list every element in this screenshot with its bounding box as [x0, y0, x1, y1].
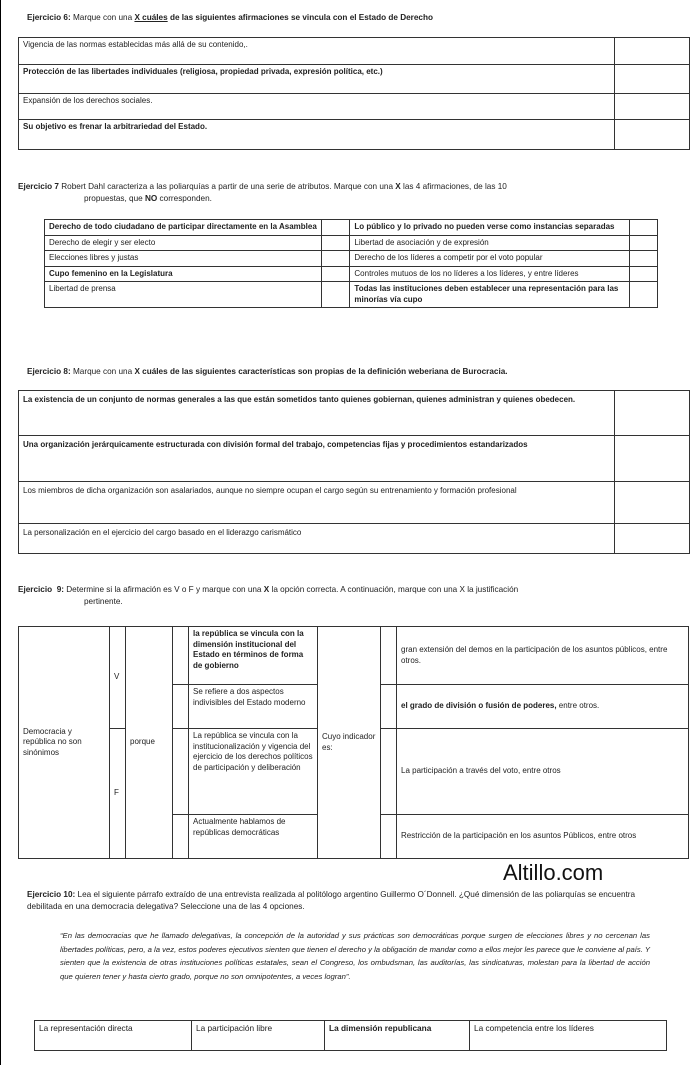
ej8-row: Los miembros de dicha organización son asalariados, aunque no siempre ocupan el cargo según su entrenamiento y formación profesional [19, 482, 615, 524]
ej6-checkbox[interactable] [615, 65, 690, 94]
ej9-justif-checkbox[interactable] [381, 685, 397, 729]
ej8-heading: Ejercicio 8: Marque con una X cuáles de las siguientes características son propias de la definición weberiana de Burocracia. [27, 367, 508, 376]
ej8-checkbox[interactable] [615, 482, 690, 524]
ej8-row: Una organización jerárquicamente estructurada con división formal del trabajo, competencias fijas y procedimientos estandarizados [19, 436, 615, 482]
ej7-right-item: Derecho de los líderes a competir por el voto popular [350, 251, 629, 267]
ej7-left-item: Derecho de todo ciudadano de participar directamente en la Asamblea [45, 220, 322, 236]
ej7-right-item: Todas las instituciones deben establecer una representación para las minorías vía cupo [350, 282, 629, 308]
ej9-option: Actualmente hablamos de repúblicas democráticas [189, 815, 318, 859]
ej7-heading: Ejercicio 7 Robert Dahl caracteriza a las poliarquías a partir de una serie de atributos. Marque con una X las 4 afirmaciones, de las 10 propuestas, que NO corresponden. [18, 182, 507, 203]
ej7-checkbox[interactable] [629, 235, 657, 251]
ej6-row: Protección de las libertades individuales (religiosa, propiedad privada, expresión política, etc.) [19, 65, 615, 94]
ej9-heading: Ejercicio 9: Determine si la afirmación es V o F y marque con una X la opción correcta. A continuación, marque con una X la justificación pertinente. [18, 585, 519, 606]
ej8-row: La personalización en el ejercicio del cargo basado en el liderazgo carismático [19, 524, 615, 554]
ej7-checkbox[interactable] [322, 282, 350, 308]
ej7-checkbox[interactable] [322, 251, 350, 267]
ej9-statement: Democracia y república no son sinónimos [19, 627, 110, 859]
ej6-table [18, 37, 690, 150]
ej7-right-item: Lo público y lo privado no pueden verse como instancias separadas [350, 220, 629, 236]
ej9-f-label[interactable]: F [110, 729, 126, 859]
ej9-option-checkbox[interactable] [173, 815, 189, 859]
ej10-option[interactable]: La competencia entre los líderes [470, 1021, 667, 1051]
ej9-option: la república se vincula con la dimensión institucional del Estado en términos de forma de gobierno [189, 627, 318, 685]
ej9-justif: el grado de división o fusión de poderes, entre otros. [397, 685, 689, 729]
ej9-option-checkbox[interactable] [173, 685, 189, 729]
ej9-justif: gran extensión del demos en la participación de los asuntos públicos, entre otros. [397, 627, 689, 685]
ej8-checkbox[interactable] [615, 524, 690, 554]
ej7-checkbox[interactable] [629, 220, 657, 236]
ej10-quote: “En las democracias que he llamado delegativas, la concepción de la autoridad y sus prácticas son democráticas porque surgen de elecciones libres y no cercenan las libertades políticas, pero, a la vez, estos poderes ejecutivos sienten que tienen el derecho y la obligación de mandar como a ellos mejor les parece que le conviene al país. Y sienten que la existencia de otras instituciones políticas estatales, sean el Congreso, los ombudsman, las auditorías, las sindicaturas, molestan para la libertad de acción que quieren tener y hasta cierto grado, porque no son omnipotentes, a veces logran”. [60, 931, 651, 981]
ej7-checkbox[interactable] [629, 251, 657, 267]
ej7-checkbox[interactable] [629, 266, 657, 282]
ej7-left-item: Cupo femenino en la Legislatura [45, 266, 322, 282]
ej9-v-label[interactable]: V [110, 627, 126, 729]
ej7-checkbox[interactable] [322, 235, 350, 251]
ej7-left-item: Elecciones libres y justas [45, 251, 322, 267]
ej7-checkbox[interactable] [322, 220, 350, 236]
ej9-justif-checkbox[interactable] [381, 815, 397, 859]
ej10-option[interactable]: La dimensión republicana [325, 1021, 470, 1051]
ej9-justif-checkbox[interactable] [381, 627, 397, 685]
ej8-checkbox[interactable] [615, 391, 690, 436]
ej6-checkbox[interactable] [615, 120, 690, 150]
ej9-justif: Restricción de la participación en los asuntos Públicos, entre otros [397, 815, 689, 859]
ej9-option-checkbox[interactable] [173, 627, 189, 685]
ej8-row: La existencia de un conjunto de normas generales a las que están sometidos tanto quienes gobiernan, quienes administran y quienes obedecen. [19, 391, 615, 436]
ej6-checkbox[interactable] [615, 38, 690, 65]
ej8-table [18, 390, 690, 554]
ej10-heading: Ejercicio 10: Lea el siguiente párrafo extraído de una entrevista realizada al politólogo argentino Guillermo O´Donnell. ¿Qué dimensión de las poliarquías se encuentra debilitada en una democracia delegativa? Seleccione una de las 4 opciones. [27, 890, 636, 911]
ej9-porque: porque [126, 627, 173, 859]
ej9-option: La república se vincula con la institucionalización y vigencia del ejercicio de los derechos políticos de participación y deliberación [189, 729, 318, 815]
ej7-right-item: Libertad de asociación y de expresión [350, 235, 629, 251]
ej7-checkbox[interactable] [322, 266, 350, 282]
ej6-heading: Ejercicio 6: Marque con una X cuáles de las siguientes afirmaciones se vincula con el Estado de Derecho [27, 13, 433, 22]
ej10-option[interactable]: La participación libre [192, 1021, 325, 1051]
ej7-checkbox[interactable] [629, 282, 657, 308]
ej10-options [34, 1020, 667, 1051]
ej6-row: Su objetivo es frenar la arbitrariedad del Estado. [19, 120, 615, 150]
ej9-justif-checkbox[interactable] [381, 729, 397, 815]
ej7-table [44, 219, 658, 308]
ej6-row: Vigencia de las normas establecidas más allá de su contenido,. [19, 38, 615, 65]
ej9-option-checkbox[interactable] [173, 729, 189, 815]
ej8-checkbox[interactable] [615, 436, 690, 482]
ej9-option: Se refiere a dos aspectos indivisibles del Estado moderno [189, 685, 318, 729]
ej9-table [18, 626, 689, 859]
ej7-left-item: Derecho de elegir y ser electo [45, 235, 322, 251]
ej7-right-item: Controles mutuos de los no líderes a los líderes, y entre líderes [350, 266, 629, 282]
ej9-cuyo: Cuyo indicador es: [318, 627, 381, 859]
page-left-rule [0, 0, 1, 1065]
watermark: Altillo.com [503, 860, 604, 885]
ej9-justif: La participación a través del voto, entre otros [397, 729, 689, 815]
ej6-row: Expansión de los derechos sociales. [19, 94, 615, 120]
ej7-left-item: Libertad de prensa [45, 282, 322, 308]
ej10-option[interactable]: La representación directa [35, 1021, 192, 1051]
ej6-checkbox[interactable] [615, 94, 690, 120]
